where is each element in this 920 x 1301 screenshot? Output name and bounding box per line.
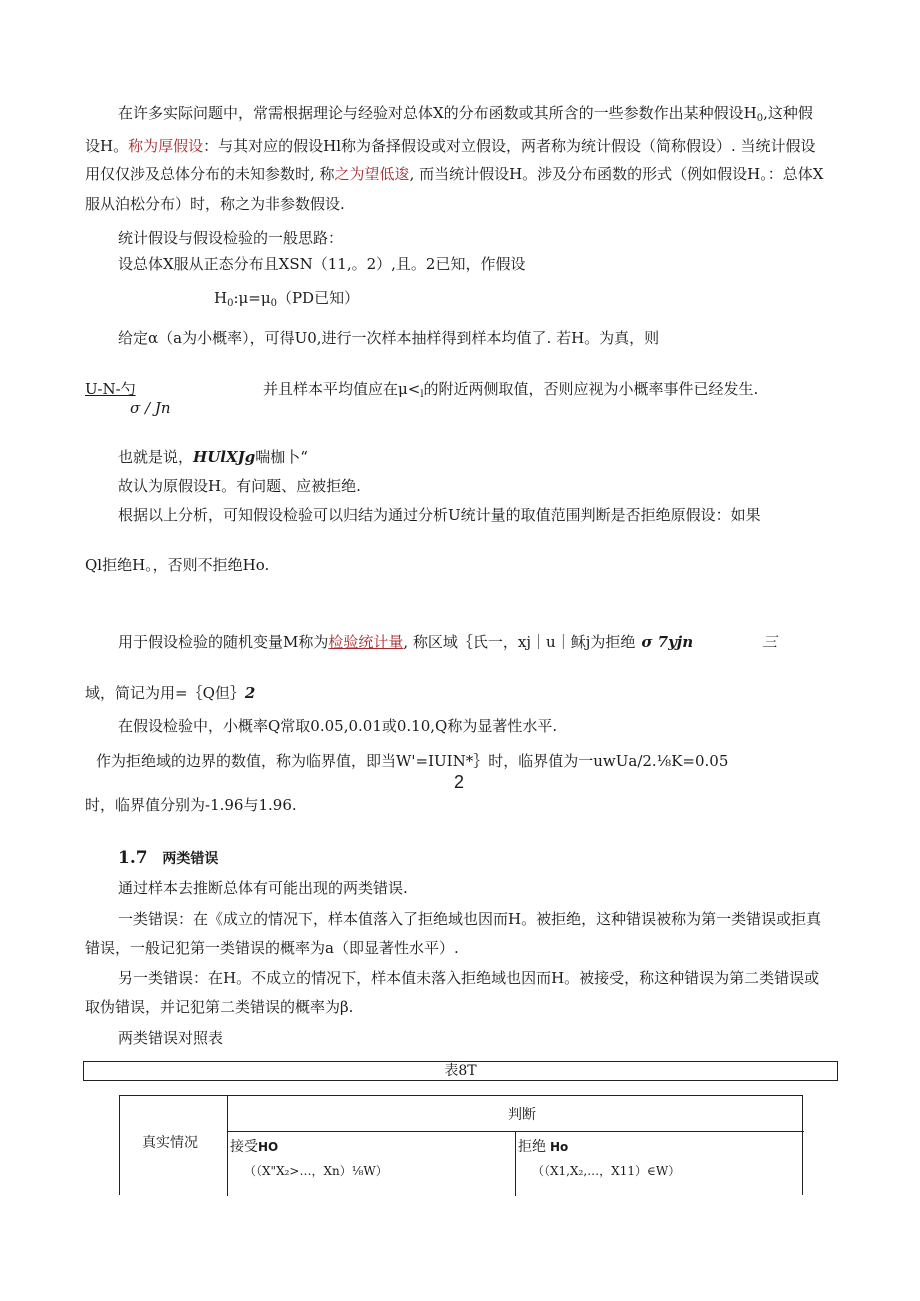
error-comparison-table (119, 1095, 803, 1195)
para2-line4-a: 并且样本平均值应在μ< (263, 380, 421, 398)
para1-line3 (85, 163, 823, 185)
para2-line5-a: 也就是说， (118, 448, 194, 466)
para1-line2 (85, 135, 816, 157)
reject-h: Ho (550, 1140, 569, 1154)
table-reject-cell (518, 1136, 568, 1156)
para2-line4-sub: l (420, 389, 424, 400)
para1-line3-a: 用仅仅涉及总体分布的未知参数时, 称 (85, 165, 335, 183)
para1-line1-text: 在许多实际问题中，常需根据理论与经验对总体X的分布函数或其所含的一些参数作出某种假设H (118, 104, 757, 122)
formula-sub1: 0 (227, 298, 234, 309)
table-reject-condition: （（X1,X₂,…，X11）∈W） (532, 1164, 681, 1178)
para3-line4-two: 2 (454, 772, 465, 792)
para2-line1: 统计假设与假设检验的一般思路： (118, 229, 344, 247)
para3-line1-a: 用于假设检验的随机变量M称为 (118, 633, 329, 651)
para1-line2-a: 设H。 (85, 137, 129, 155)
section-line1: 通过样本去推断总体有可能出现的两类错误. (118, 879, 408, 897)
table-header-judgement: 判断 (508, 1107, 536, 1123)
para2-line7: 根据以上分析，可知假设检验可以归结为通过分析U统计量的取值范围判断是否拒绝原假设：如果 (118, 506, 761, 524)
para3-line1-end: 三 (762, 633, 778, 651)
para3-line2-a: 域，简记为用=｛Q但｝ (85, 684, 245, 702)
para2-line5 (118, 446, 308, 468)
para1-line1-end: ,这种假 (763, 104, 813, 122)
formula-known: （PD已知） (276, 289, 360, 307)
para1-line1-sub: 0 (756, 113, 764, 124)
para2-line8: Ql拒绝H。，否则不拒绝Ho. (85, 556, 270, 574)
para3-line1 (118, 631, 693, 653)
u-statistic-denominator: σ / Jn (130, 399, 171, 417)
table-divider-mid (515, 1131, 516, 1196)
para2-line4-end: 的附近两侧取值，否则应视为小概率事件已经发生. (423, 380, 759, 398)
section-number: 1.7 (118, 848, 148, 868)
formula-mu: :μ=μ (233, 289, 271, 307)
accept-label: 接受 (230, 1139, 258, 1155)
accept-h: HO (258, 1140, 279, 1154)
parametric-term: 之为望低逡 (334, 165, 410, 183)
para3-line2-italic: 2 (244, 684, 256, 702)
para1-line2-b: ：与其对应的假设Hl称为备择假设或对立假设，两者称为统计假设（简称假设）. 当统计假设 (203, 137, 816, 155)
para3-line3: 在假设检验中，小概率Q常取0.05,0.01或0.10,Q称为显著性水平. (118, 717, 558, 735)
table-accept-condition: （（X"X₂>…，Xn）⅛W） (244, 1164, 388, 1178)
para1-line1 (118, 102, 813, 130)
para3-line2 (85, 682, 255, 704)
null-hypothesis-term: 称为厚假设 (128, 137, 204, 155)
para3-line4: 作为拒绝域的边界的数值，称为临界值，即当W'=IUIN*｝时，临界值为一uwUa∕2.⅛K=0.05 (96, 752, 729, 770)
section-heading (118, 847, 218, 870)
para1-line3-b: , 而当统计假设H。涉及分布函数的形式（例如假设H。：总体X (409, 165, 824, 183)
u-statistic-formula: U-N-勺 (85, 380, 136, 398)
para2-line6: 故认为原假设H。有问题、应被拒绝. (118, 477, 361, 495)
para2-line2: 设总体X服从正态分布且XSN（11,。2）,且。2已知，作假设 (118, 255, 526, 273)
table-row-label: 真实情况 (142, 1135, 198, 1151)
table-accept-cell (230, 1136, 278, 1156)
formula-h: H (214, 289, 228, 307)
para3-line1-italic: σ 7yjn (641, 633, 694, 651)
section-line6: 两类错误对照表 (118, 1029, 224, 1047)
section-line2: 一类错误：在《成立的情况下，样本值落入了拒绝域也因而H。被拒绝，这种错误被称为第一类错误或拒真 (118, 910, 822, 928)
section-line3: 错误，一般记犯第一类错误的概率为a（即显著性水平）. (85, 939, 459, 957)
para2-line3: 给定α（a为小概率），可得U0,进行一次样本抽样得到样本均值了. 若H。为真，则 (118, 329, 660, 347)
table-caption: 表8T (83, 1061, 838, 1081)
table-divider-left (227, 1096, 228, 1196)
para2-line5-italic: HUlXJg (193, 448, 256, 466)
para1-line4: 服从泊松分布）时，称之为非参数假设. (85, 195, 345, 213)
section-line4: 另一类错误：在H。不成立的情况下，样本值未落入拒绝域也因而H。被接受，称这种错误为第二类错误或 (118, 969, 820, 987)
para2-line5-b: 喘枷卜“ (255, 448, 308, 466)
para2-line4 (263, 378, 758, 406)
para3-line5: 时，临界值分别为-1.96与1.96. (85, 796, 297, 814)
reject-label: 拒绝 (518, 1139, 546, 1155)
formula-sub2: 0 (270, 298, 277, 309)
test-statistic-term: 检验统计量 (328, 633, 404, 651)
section-line5: 取伪错误，并记犯第二类错误的概率为β. (85, 998, 354, 1016)
hypothesis-formula (214, 287, 359, 315)
section-title: 两类错误 (162, 851, 219, 867)
para3-line1-b: , 称区域｛氏一，xj｜u｜稣j为拒绝 (403, 633, 636, 651)
